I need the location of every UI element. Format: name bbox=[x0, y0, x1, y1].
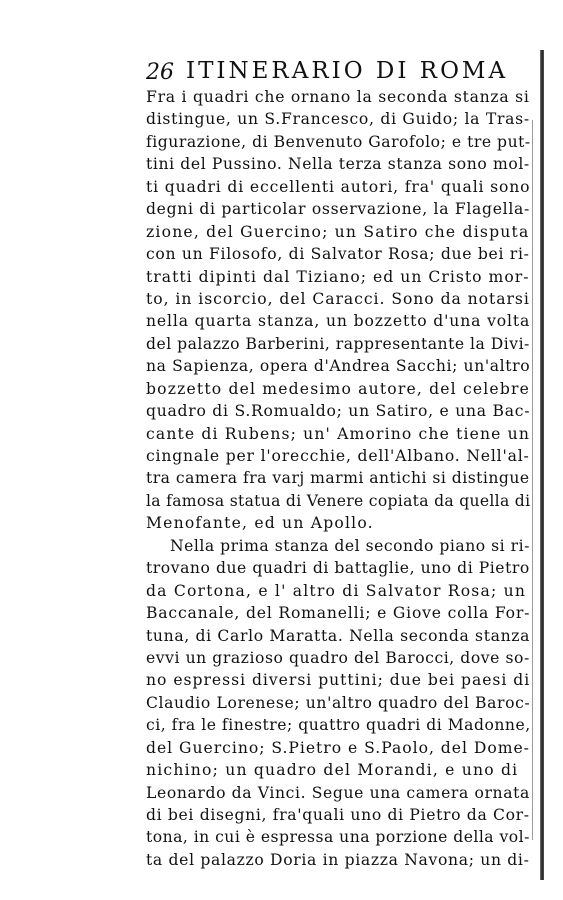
text-line: Leonardo da Vinci. Segue una camera ornata bbox=[146, 783, 530, 802]
text-line: figurazione, di Benvenuto Garofolo; e tre put- bbox=[146, 132, 531, 151]
body-text bbox=[146, 86, 530, 871]
text-line: nichino; un quadro del Morandi, e uno di bbox=[146, 761, 519, 780]
text-line: zione, del Guercino; un Satiro che disputa bbox=[146, 222, 530, 241]
text-line: cante di Rubens; un' Amorino che tiene un bbox=[146, 424, 531, 443]
text-line: tini del Pussino. Nella terza stanza sono mol- bbox=[146, 155, 530, 174]
text-line: tona, in cui è espressa una porzione della vol- bbox=[146, 828, 530, 847]
text-line: di bei disegni, fra'quali uno di Pietro da Cor- bbox=[146, 806, 530, 824]
text-line: Menofante, ed un Apollo. bbox=[146, 514, 374, 533]
text-line: na Sapienza, opera d'Andrea Sacchi; un'altro bbox=[146, 357, 531, 376]
text-line: distingue, un S.Francesco, di Guido; la Tras- bbox=[146, 110, 530, 129]
text-line: ta del palazzo Doria in piazza Navona; un di- bbox=[146, 850, 530, 869]
page-edge-line bbox=[532, 120, 533, 840]
text-line: tra camera fra varj marmi antichi si distingue bbox=[146, 469, 530, 488]
paragraph-2 bbox=[146, 535, 530, 872]
text-line: Baccanale, del Romanelli; e Giove colla For- bbox=[146, 604, 531, 623]
text-line: da Cortona, e l' altro di Salvator Rosa; un bbox=[146, 581, 527, 600]
text-line: degni di particolar osservazione, la Flagella- bbox=[146, 200, 530, 219]
paragraph-1 bbox=[146, 86, 530, 535]
running-title: ITINERARIO DI ROMA bbox=[186, 58, 509, 84]
text-line: Nella prima stanza del secondo piano si ri- bbox=[170, 536, 530, 555]
text-line: trovano due quadri di battaglie, uno di Pietro bbox=[146, 559, 530, 578]
text-line: tratti dipinti dal Tiziano; ed un Cristo mor- bbox=[146, 267, 530, 286]
page-header bbox=[146, 58, 526, 88]
text-line: tuna, di Carlo Maratta. Nella seconda stanza bbox=[146, 626, 531, 645]
page-edge-shadow bbox=[540, 50, 544, 880]
text-line: ci, fra le finestre; quattro quadri di Madonne, bbox=[146, 716, 531, 735]
text-line: con un Filosofo, di Salvator Rosa; due bei ri- bbox=[146, 245, 530, 264]
text-line: cingnale per l'orecchie, dell'Albano. Nell'al- bbox=[146, 447, 530, 465]
text-line: la famosa statua di Venere copiata da quella di bbox=[146, 491, 531, 510]
page-number: 26 bbox=[146, 60, 174, 85]
text-line: nella quarta stanza, un bozzetto d'una volta bbox=[146, 312, 531, 331]
text-line: quadro di S.Romualdo; un Satiro, e una Bac- bbox=[146, 402, 531, 421]
text-line: bozzetto del medesimo autore, del celebre bbox=[146, 379, 531, 398]
text-line: del Guercino; S.Pietro e S.Paolo, del Dome- bbox=[146, 738, 530, 757]
text-line: Claudio Lorenese; un'altro quadro del Baroc- bbox=[146, 693, 531, 712]
text-line: del palazzo Barberini, rappresentante la Divi- bbox=[146, 334, 530, 353]
text-line: to, in iscorcio, del Caracci. Sono da notarsi bbox=[146, 289, 530, 308]
text-line: ti quadri di eccellenti autori, fra' quali sono bbox=[146, 177, 531, 196]
text-line: evvi un grazioso quadro del Barocci, dove so- bbox=[146, 648, 530, 667]
text-line: no espressi diversi puttini; due bei paesi di bbox=[146, 671, 531, 690]
text-line: Fra i quadri che ornano la seconda stanza si bbox=[146, 88, 530, 106]
